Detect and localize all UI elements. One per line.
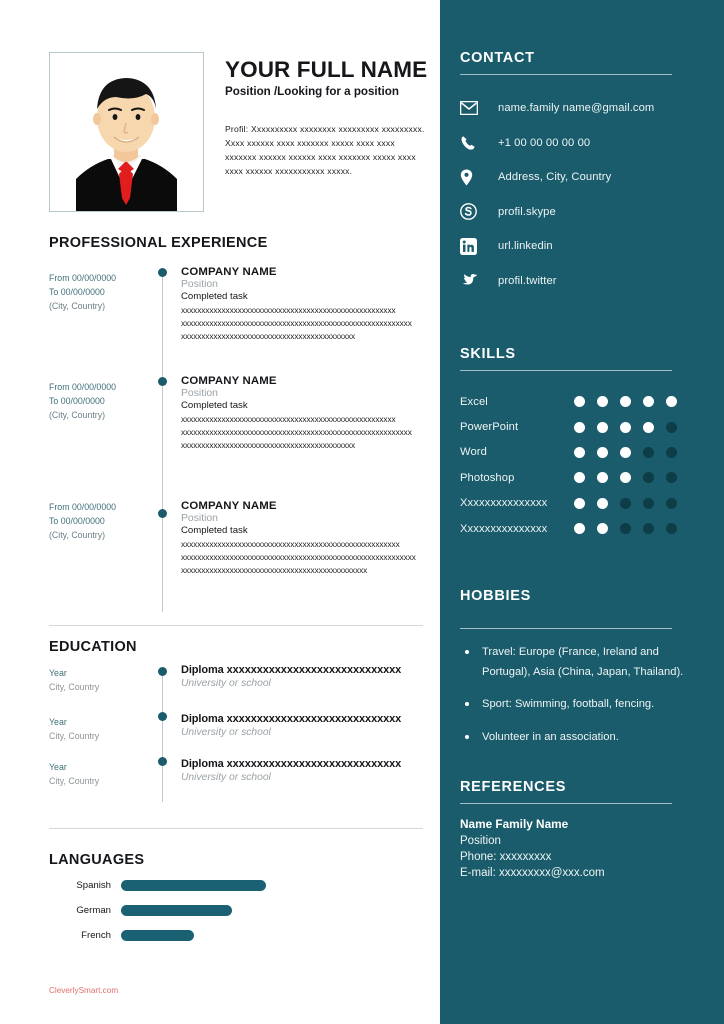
skill-level-dots [574,523,704,534]
section-heading-experience: PROFESSIONAL EXPERIENCE [49,235,268,251]
skill-row [460,414,704,439]
divider-languages [49,828,423,829]
education-diploma: Diploma xxxxxxxxxxxxxxxxxxxxxxxxxxxxx [181,664,402,676]
skill-dot-filled [597,422,608,433]
brand-watermark: CleverlySmart.com [49,986,119,995]
skill-dot-filled [597,396,608,407]
education-city: City, Country [49,731,100,741]
language-row [49,901,429,919]
experience-details [181,500,426,577]
skill-dot-empty [666,498,677,509]
experience-to: To 00/00/0000 [49,515,105,526]
skill-level-dots [574,472,704,483]
skills-rule [460,370,672,371]
skill-dot-filled [643,396,654,407]
section-heading-education: EDUCATION [49,639,137,655]
hobby-item: Travel: Europe (France, Ireland and Portugal), Asia (China, Japan, Thailand). [460,643,704,682]
divider-education [49,625,423,626]
hobby-item: Volunteer in an association. [460,728,704,748]
education-diploma: Diploma xxxxxxxxxxxxxxxxxxxxxxxxxxxxx [181,758,402,770]
education-timeline-line [162,672,163,802]
skill-dot-empty [666,472,677,483]
contact-list [460,91,704,298]
experience-timeline-line [162,272,163,612]
education-school: University or school [181,727,271,738]
section-heading-skills: SKILLS [460,346,516,362]
section-heading-languages: LANGUAGES [49,852,145,868]
contact-item-email[interactable] [460,91,704,126]
contact-value: profil.twitter [498,274,557,287]
profile-summary: Profil: Xxxxxxxxxx xxxxxxxx xxxxxxxxx xxxxxxxxx. Xxxx xxxxxx xxxx xxxxxxx xxxxx xxxx xxxx xxxxxxx xxxxxx xxxxxx xxxx xxxxxxx xxxxx xxxx xxxx xxxxxx xxxxxxxxxxx xxxxx. [225,124,425,176]
education-details [181,664,426,689]
skill-dot-filled [620,422,631,433]
experience-description: xxxxxxxxxxxxxxxxxxxxxxxxxxxxxxxxxxxxxxxxxxxxxxxxxxxxxx xxxxxxxxxxxxxxxxxxxxxxxxxxxxxxxxxxxxxxxxxxxxxxxxxxxxxxxxxx xxxxxxxxxxxxxxxxxxxxxxxxxxxxxxxxxxxxxxxxxxxxxx [181,539,416,575]
sidebar [440,0,724,1024]
skill-dot-filled [574,523,585,534]
contact-rule [460,74,672,75]
skype-icon [460,203,486,220]
skill-level-dots [574,396,704,407]
skill-name: Xxxxxxxxxxxxxxx [460,522,548,535]
skill-dot-empty [620,498,631,509]
section-heading-hobbies: HOBBIES [460,588,531,604]
skill-row [460,465,704,490]
skill-dot-empty [666,523,677,534]
page-title: YOUR FULL NAME [225,57,428,82]
education-school: University or school [181,678,271,689]
skills-list [460,389,704,541]
skill-name: Xxxxxxxxxxxxxxx [460,497,548,510]
education-details [181,713,426,738]
skill-row [460,389,704,414]
timeline-dot-icon [158,757,167,766]
skill-dot-filled [666,396,677,407]
contact-item-linkedin[interactable] [460,229,704,264]
skill-row [460,491,704,516]
experience-from: From 00/00/0000 [49,382,116,392]
language-level-bar [121,905,232,916]
job-subtitle: Position /Looking for a position [225,85,399,98]
language-name: French [81,929,111,941]
skill-dot-filled [597,523,608,534]
language-level-bar [121,930,194,941]
experience-location: (City, Country) [49,529,106,540]
experience-company: COMPANY NAME [181,500,277,512]
language-name: German [76,904,111,916]
experience-position: Position [181,279,218,290]
reference-entry [460,816,704,882]
contact-value: profil.skype [498,205,556,218]
hobbies-list [460,643,704,747]
references-rule [460,803,672,804]
language-name: Spanish [76,879,111,891]
skill-dot-empty [666,447,677,458]
hobbies-section [440,588,724,760]
experience-dates [49,272,116,314]
references-section [440,779,724,882]
experience-task-label: Completed task [181,291,248,302]
language-row [49,876,429,894]
education-year: Year [49,717,67,727]
language-level-bar [121,880,266,891]
map-pin-icon [460,169,486,186]
experience-to: To 00/00/0000 [49,395,105,406]
skill-name: Excel [460,395,488,408]
experience-position: Position [181,388,218,399]
skill-name: Word [460,446,487,459]
experience-to: To 00/00/0000 [49,286,105,297]
contact-item-phone[interactable] [460,126,704,161]
skill-level-dots [574,422,704,433]
skill-dot-filled [597,472,608,483]
profile-photo [49,52,204,212]
reference-email: E-mail: xxxxxxxxx@xxx.com [460,867,605,880]
timeline-dot-icon [158,509,167,518]
skill-dot-empty [666,422,677,433]
experience-location: (City, Country) [49,300,106,311]
skill-dot-filled [597,447,608,458]
timeline-dot-icon [158,667,167,676]
skill-row [460,516,704,541]
experience-position: Position [181,513,218,524]
skill-level-dots [574,498,704,509]
skill-dot-empty [643,523,654,534]
experience-dates [49,501,116,543]
experience-company: COMPANY NAME [181,266,277,278]
twitter-icon [460,273,486,288]
experience-description: xxxxxxxxxxxxxxxxxxxxxxxxxxxxxxxxxxxxxxxxxxxxxxxxxxxxx xxxxxxxxxxxxxxxxxxxxxxxxxxxxxxxxxxxxxxxxxxxxxxxxxxxxxxxxx xxxxxxxxxxxxxxxxxxxxxxxxxxxxxxxxxxxxxxxxxxx [181,414,412,450]
experience-dates [49,381,116,423]
timeline-dot-icon [158,377,167,386]
contact-section [440,50,724,298]
education-school: University or school [181,772,271,783]
contact-value: url.linkedin [498,240,553,253]
skill-dot-filled [574,498,585,509]
skill-dot-filled [574,472,585,483]
timeline-dot-icon [158,268,167,277]
timeline-dot-icon [158,712,167,721]
skill-dot-filled [620,447,631,458]
skills-section [440,346,724,541]
experience-task-label: Completed task [181,400,248,411]
reference-name: Name Family Name [460,817,569,831]
linkedin-icon [460,238,486,255]
skill-dot-empty [643,472,654,483]
skill-dot-filled [620,396,631,407]
education-city: City, Country [49,682,100,692]
experience-from: From 00/00/0000 [49,273,116,283]
hobby-item: Sport: Swimming, football, fencing. [460,695,704,715]
skill-dot-filled [597,498,608,509]
experience-details [181,266,426,343]
experience-description: xxxxxxxxxxxxxxxxxxxxxxxxxxxxxxxxxxxxxxxxxxxxxxxxxxxxx xxxxxxxxxxxxxxxxxxxxxxxxxxxxxxxxxxxxxxxxxxxxxxxxxxxxxxxxx xxxxxxxxxxxxxxxxxxxxxxxxxxxxxxxxxxxxxxxxxxx [181,305,412,341]
reference-position: Position [460,834,501,847]
contact-item-twitter[interactable] [460,264,704,299]
skill-name: Photoshop [460,471,515,484]
contact-value: +1 00 00 00 00 00 [498,136,591,149]
education-details [181,758,426,783]
skill-level-dots [574,447,704,458]
skill-dot-filled [643,422,654,433]
education-city: City, Country [49,776,100,786]
contact-value: name.family name@gmail.com [498,102,655,115]
section-heading-references: REFERENCES [460,779,567,795]
experience-from: From 00/00/0000 [49,502,116,512]
contact-item-address[interactable] [460,160,704,195]
skill-dot-filled [574,396,585,407]
education-diploma: Diploma xxxxxxxxxxxxxxxxxxxxxxxxxxxxx [181,713,402,725]
envelope-icon [460,101,486,115]
education-year: Year [49,668,67,678]
contact-item-skype[interactable] [460,195,704,230]
phone-icon [460,135,486,151]
education-year: Year [49,762,67,772]
skill-dot-filled [574,447,585,458]
skill-dot-filled [620,472,631,483]
skill-name: PowerPoint [460,421,519,434]
skill-dot-empty [620,523,631,534]
reference-phone: Phone: xxxxxxxxx [460,851,552,864]
skill-row [460,440,704,465]
language-row [49,926,429,944]
skill-dot-empty [643,447,654,458]
experience-task-label: Completed task [181,525,248,536]
hobbies-rule [460,628,672,629]
experience-location: (City, Country) [49,409,106,420]
experience-company: COMPANY NAME [181,375,277,387]
skill-dot-empty [643,498,654,509]
contact-value: Address, City, Country [498,171,612,184]
section-heading-contact: CONTACT [460,50,535,66]
skill-dot-filled [574,422,585,433]
experience-details [181,375,426,452]
